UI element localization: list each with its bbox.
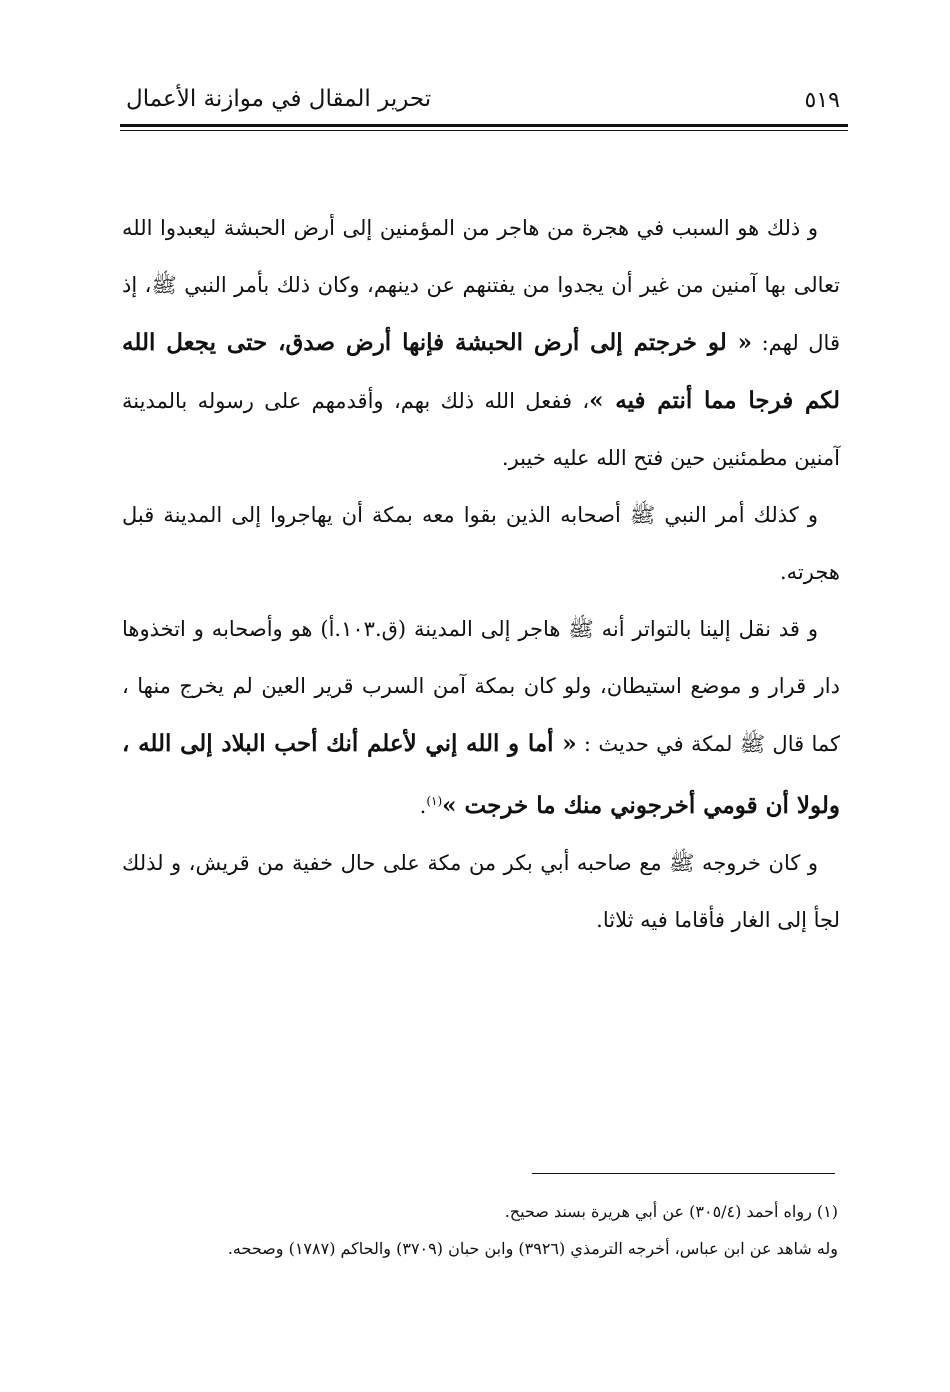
paragraph-3-text: و قد نقل إلينا بالتواتر أنه ﷺ هاجر إلى المدينة (ق.١٠٣.أ) هو وأصحابه و اتخذوها دار قرار و موضع استيطان، ولو كان بمكة آمن السرب قرير العين لم يخرج منها ، كما قال ﷺ لمكة في حديث : bbox=[122, 617, 840, 756]
paragraph-1-end: ، ففعل الله ذلك بهم، وأقدمهم على رسوله بالمدينة آمنين مطمئنين حين فتح الله عليه خيبر. bbox=[122, 389, 840, 470]
hadith-quote-1: « لو خرجتم إلى أرض الحبشة فإنها أرض صدق، حتى يجعل الله لكم فرجا مما أنتم فيه » bbox=[122, 329, 840, 414]
paragraph-1 bbox=[122, 200, 840, 487]
paragraph-1-text: و ذلك هو السبب في هجرة من هاجر من المؤمنين إلى أرض الحبشة ليعبدوا الله تعالى بها آمنين من غير أن يجدوا من يفتنهم عن دينهم، وكان ذلك بأمر النبي ﷺ، إذ قال لهم: bbox=[122, 216, 840, 355]
page-header bbox=[120, 82, 848, 122]
footnote-separator bbox=[532, 1173, 835, 1174]
footnote-1-continuation: وله شاهد عن ابن عباس، أخرجه الترمذي (٣٩٢٦) وابن حبان (٣٧٠٩) والحاكم (١٧٨٧) وصححه. bbox=[227, 1239, 838, 1258]
header-rule-thin bbox=[120, 130, 848, 131]
hadith-quote-2: « أما و الله إني لأعلم أنك أحب البلاد إلى الله ، ولولا أن قومي أخرجوني منك ما خرجت » bbox=[122, 730, 840, 819]
paragraph-3 bbox=[122, 601, 840, 835]
running-title: تحرير المقال في موازنة الأعمال bbox=[126, 86, 432, 112]
paragraph-2: و كذلك أمر النبي ﷺ أصحابه الذين بقوا معه بمكة أن يهاجروا إلى المدينة قبل هجرته. bbox=[122, 503, 840, 584]
header-rule-thick bbox=[120, 124, 848, 127]
paragraph-3-end: . bbox=[419, 794, 427, 818]
paragraph-4: و كان خروجه ﷺ مع صاحبه أبي بكر من مكة على حال خفية من قريش، و لذلك لجأ إلى الغار فأقاما فيه ثلاثا. bbox=[122, 851, 840, 932]
main-text bbox=[122, 200, 840, 949]
footnote-1: (١) رواه أحمد (٣٠٥/٤) عن أبي هريرة بسند صحيح. bbox=[504, 1202, 838, 1221]
footnotes bbox=[120, 1193, 838, 1267]
footnote-reference: (١) bbox=[426, 794, 443, 808]
page-number: ٥١٩ bbox=[804, 88, 840, 113]
